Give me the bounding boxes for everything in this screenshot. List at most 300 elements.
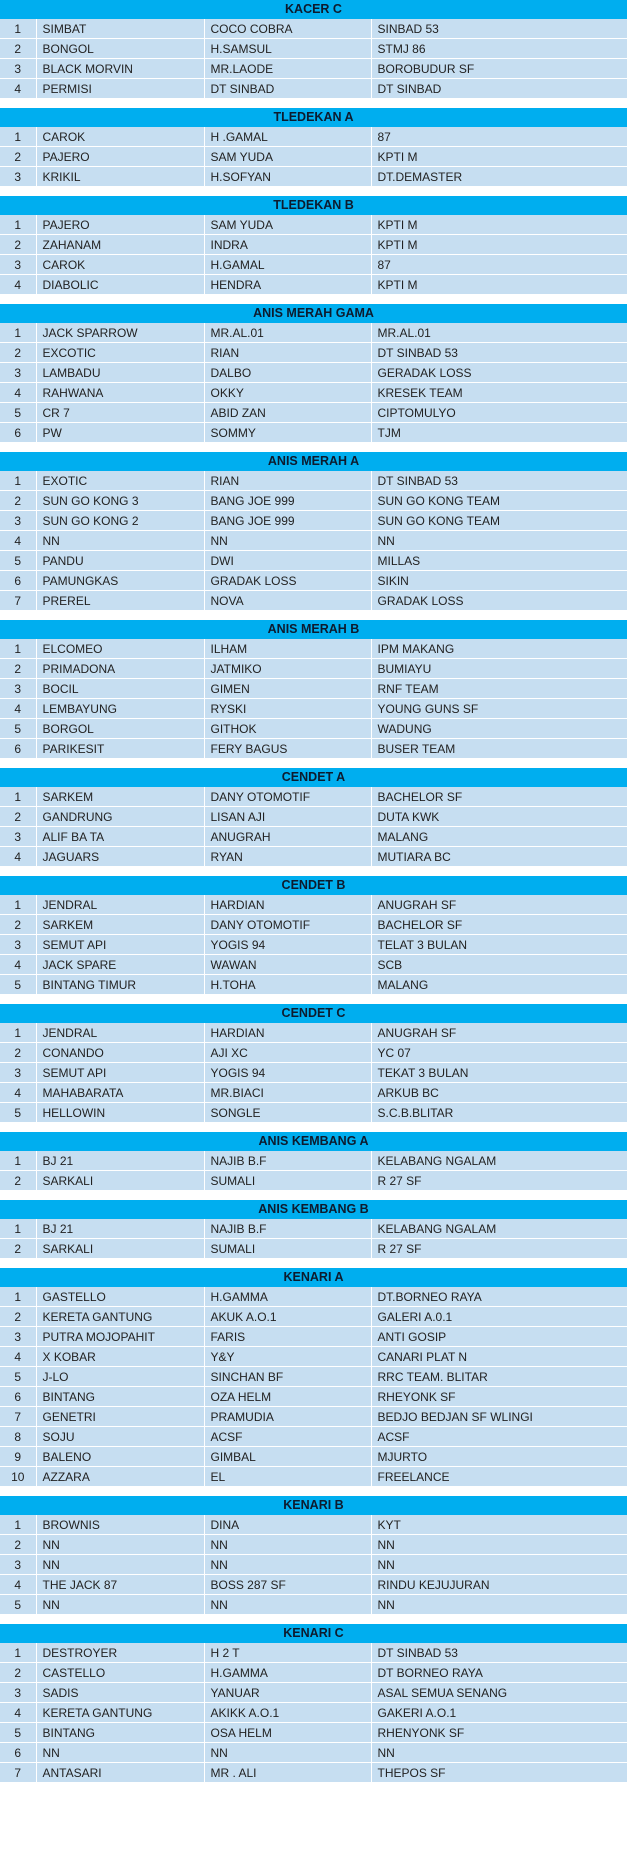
team-cell: BUSER TEAM (371, 739, 627, 759)
owner-cell: H.TOHA (204, 975, 371, 995)
class-title: CENDET B (0, 876, 627, 895)
results-table (0, 1287, 627, 1487)
team-cell: DT BORNEO RAYA (371, 1663, 627, 1683)
rank-cell: 1 (0, 215, 36, 235)
bird-name-cell: CONANDO (36, 1043, 204, 1063)
section-gap (0, 995, 627, 1004)
class-title: KENARI A (0, 1268, 627, 1287)
table-row (0, 719, 627, 739)
bird-name-cell: GANDRUNG (36, 807, 204, 827)
owner-cell: DALBO (204, 363, 371, 383)
bird-name-cell: JENDRAL (36, 895, 204, 915)
table-row (0, 1367, 627, 1387)
rank-cell: 1 (0, 471, 36, 491)
table-row (0, 699, 627, 719)
table-row (0, 639, 627, 659)
owner-cell: DT SINBAD (204, 79, 371, 99)
results-table (0, 1643, 627, 1783)
table-row (0, 571, 627, 591)
team-cell: FREELANCE (371, 1467, 627, 1487)
table-row (0, 1347, 627, 1367)
owner-cell: RYAN (204, 847, 371, 867)
bird-name-cell: BROWNIS (36, 1515, 204, 1535)
rank-cell: 1 (0, 787, 36, 807)
rank-cell: 1 (0, 19, 36, 39)
bird-name-cell: DESTROYER (36, 1643, 204, 1663)
team-cell: GALERI A.0.1 (371, 1307, 627, 1327)
bird-name-cell: SARKALI (36, 1239, 204, 1259)
team-cell: DT SINBAD 53 (371, 343, 627, 363)
bird-name-cell: PW (36, 423, 204, 443)
owner-cell: DANY OTOMOTIF (204, 915, 371, 935)
owner-cell: GITHOK (204, 719, 371, 739)
owner-cell: MR.BIACI (204, 1083, 371, 1103)
rank-cell: 3 (0, 1683, 36, 1703)
team-cell: NN (371, 1595, 627, 1615)
owner-cell: MR.AL.01 (204, 323, 371, 343)
owner-cell: SONGLE (204, 1103, 371, 1123)
results-table (0, 1023, 627, 1123)
class-title: CENDET A (0, 768, 627, 787)
rank-cell: 1 (0, 127, 36, 147)
class-title: KENARI B (0, 1496, 627, 1515)
rank-cell: 2 (0, 1307, 36, 1327)
rank-cell: 3 (0, 827, 36, 847)
class-section (0, 768, 627, 867)
team-cell: TEKAT 3 BULAN (371, 1063, 627, 1083)
owner-cell: RIAN (204, 471, 371, 491)
owner-cell: OSA HELM (204, 1723, 371, 1743)
bird-name-cell: NN (36, 1595, 204, 1615)
owner-cell: WAWAN (204, 955, 371, 975)
bird-name-cell: SARKEM (36, 915, 204, 935)
team-cell: SINBAD 53 (371, 19, 627, 39)
bird-name-cell: BLACK MORVIN (36, 59, 204, 79)
bird-name-cell: BJ 21 (36, 1151, 204, 1171)
owner-cell: GIMEN (204, 679, 371, 699)
results-table (0, 1151, 627, 1191)
owner-cell: Y&Y (204, 1347, 371, 1367)
class-section (0, 196, 627, 295)
table-row (0, 491, 627, 511)
rank-cell: 1 (0, 1643, 36, 1663)
rank-cell: 5 (0, 1595, 36, 1615)
owner-cell: FERY BAGUS (204, 739, 371, 759)
owner-cell: NN (204, 1535, 371, 1555)
rank-cell: 4 (0, 1703, 36, 1723)
bird-name-cell: SARKEM (36, 787, 204, 807)
bird-name-cell: HELLOWIN (36, 1103, 204, 1123)
bird-name-cell: PREREL (36, 591, 204, 611)
team-cell: SCB (371, 955, 627, 975)
rank-cell: 4 (0, 79, 36, 99)
results-table (0, 323, 627, 443)
rank-cell: 2 (0, 659, 36, 679)
owner-cell: GRADAK LOSS (204, 571, 371, 591)
team-cell: STMJ 86 (371, 39, 627, 59)
bird-name-cell: CR 7 (36, 403, 204, 423)
table-row (0, 1239, 627, 1259)
table-row (0, 1063, 627, 1083)
bird-name-cell: SUN GO KONG 2 (36, 511, 204, 531)
bird-name-cell: BINTANG (36, 1723, 204, 1743)
team-cell: SUN GO KONG TEAM (371, 511, 627, 531)
table-row (0, 679, 627, 699)
results-table (0, 1219, 627, 1259)
table-row (0, 59, 627, 79)
owner-cell: AJI XC (204, 1043, 371, 1063)
rank-cell: 2 (0, 39, 36, 59)
table-row (0, 975, 627, 995)
bird-name-cell: CASTELLO (36, 1663, 204, 1683)
rank-cell: 7 (0, 1763, 36, 1783)
team-cell: KPTI M (371, 275, 627, 295)
table-row (0, 1555, 627, 1575)
table-row (0, 1575, 627, 1595)
owner-cell: H.SAMSUL (204, 39, 371, 59)
bird-name-cell: SOJU (36, 1427, 204, 1447)
team-cell: ASAL SEMUA SENANG (371, 1683, 627, 1703)
rank-cell: 5 (0, 551, 36, 571)
rank-cell: 1 (0, 639, 36, 659)
table-row (0, 827, 627, 847)
team-cell: R 27 SF (371, 1171, 627, 1191)
rank-cell: 3 (0, 679, 36, 699)
bird-name-cell: GASTELLO (36, 1287, 204, 1307)
rank-cell: 4 (0, 955, 36, 975)
class-section (0, 108, 627, 187)
rank-cell: 4 (0, 383, 36, 403)
owner-cell: OKKY (204, 383, 371, 403)
bird-name-cell: THE JACK 87 (36, 1575, 204, 1595)
team-cell: NN (371, 1743, 627, 1763)
section-gap (0, 1123, 627, 1132)
table-row (0, 79, 627, 99)
team-cell: KPTI M (371, 235, 627, 255)
team-cell: RHENYONK SF (371, 1723, 627, 1743)
class-section (0, 1268, 627, 1487)
team-cell: NN (371, 1535, 627, 1555)
bird-name-cell: PAJERO (36, 147, 204, 167)
team-cell: KRESEK TEAM (371, 383, 627, 403)
class-section (0, 304, 627, 443)
results-table (0, 1515, 627, 1615)
table-row (0, 19, 627, 39)
owner-cell: H.SOFYAN (204, 167, 371, 187)
table-row (0, 1743, 627, 1763)
rank-cell: 2 (0, 491, 36, 511)
table-row (0, 531, 627, 551)
team-cell: RNF TEAM (371, 679, 627, 699)
bird-name-cell: BONGOL (36, 39, 204, 59)
table-row (0, 1515, 627, 1535)
table-row (0, 235, 627, 255)
rank-cell: 3 (0, 935, 36, 955)
team-cell: MR.AL.01 (371, 323, 627, 343)
results-table (0, 127, 627, 187)
table-row (0, 1387, 627, 1407)
owner-cell: DINA (204, 1515, 371, 1535)
table-row (0, 1023, 627, 1043)
owner-cell: SUMALI (204, 1239, 371, 1259)
section-gap (0, 759, 627, 768)
bird-name-cell: SADIS (36, 1683, 204, 1703)
bird-name-cell: PAMUNGKAS (36, 571, 204, 591)
table-row (0, 955, 627, 975)
owner-cell: COCO COBRA (204, 19, 371, 39)
team-cell: KELABANG NGALAM (371, 1151, 627, 1171)
class-title: ANIS MERAH GAMA (0, 304, 627, 323)
rank-cell: 2 (0, 1043, 36, 1063)
rank-cell: 6 (0, 423, 36, 443)
team-cell: BUMIAYU (371, 659, 627, 679)
team-cell: BOROBUDUR SF (371, 59, 627, 79)
section-gap (0, 1259, 627, 1268)
bird-name-cell: EXCOTIC (36, 343, 204, 363)
owner-cell: DANY OTOMOTIF (204, 787, 371, 807)
class-title: ANIS KEMBANG A (0, 1132, 627, 1151)
owner-cell: RYSKI (204, 699, 371, 719)
class-title: TLEDEKAN A (0, 108, 627, 127)
team-cell: ANUGRAH SF (371, 1023, 627, 1043)
table-row (0, 591, 627, 611)
bird-name-cell: BINTANG (36, 1387, 204, 1407)
bird-name-cell: BJ 21 (36, 1219, 204, 1239)
section-gap (0, 187, 627, 196)
owner-cell: SOMMY (204, 423, 371, 443)
table-row (0, 511, 627, 531)
team-cell: BACHELOR SF (371, 915, 627, 935)
owner-cell: ABID ZAN (204, 403, 371, 423)
rank-cell: 4 (0, 699, 36, 719)
bird-name-cell: BOCIL (36, 679, 204, 699)
bird-name-cell: BORGOL (36, 719, 204, 739)
bird-name-cell: PERMISI (36, 79, 204, 99)
team-cell: 87 (371, 127, 627, 147)
team-cell: DT.DEMASTER (371, 167, 627, 187)
owner-cell: SAM YUDA (204, 147, 371, 167)
owner-cell: ANUGRAH (204, 827, 371, 847)
owner-cell: H.GAMAL (204, 255, 371, 275)
bird-name-cell: SIMBAT (36, 19, 204, 39)
rank-cell: 3 (0, 59, 36, 79)
owner-cell: MR . ALI (204, 1763, 371, 1783)
table-row (0, 1151, 627, 1171)
owner-cell: BOSS 287 SF (204, 1575, 371, 1595)
results-table (0, 639, 627, 759)
team-cell: SUN GO KONG TEAM (371, 491, 627, 511)
table-row (0, 659, 627, 679)
class-section (0, 0, 627, 99)
class-title: ANIS MERAH B (0, 620, 627, 639)
bird-name-cell: ANTASARI (36, 1763, 204, 1783)
team-cell: GAKERI A.O.1 (371, 1703, 627, 1723)
bird-name-cell: SEMUT API (36, 1063, 204, 1083)
owner-cell: YOGIS 94 (204, 1063, 371, 1083)
class-section (0, 1624, 627, 1783)
bird-name-cell: MAHABARATA (36, 1083, 204, 1103)
owner-cell: YOGIS 94 (204, 935, 371, 955)
rank-cell: 3 (0, 255, 36, 275)
owner-cell: FARIS (204, 1327, 371, 1347)
table-row (0, 1083, 627, 1103)
bird-name-cell: DIABOLIC (36, 275, 204, 295)
bird-name-cell: JENDRAL (36, 1023, 204, 1043)
table-row (0, 1103, 627, 1123)
team-cell: MUTIARA BC (371, 847, 627, 867)
owner-cell: SINCHAN BF (204, 1367, 371, 1387)
class-section (0, 1200, 627, 1259)
owner-cell: H .GAMAL (204, 127, 371, 147)
team-cell: BACHELOR SF (371, 787, 627, 807)
table-row (0, 1535, 627, 1555)
results-table (0, 895, 627, 995)
rank-cell: 5 (0, 1367, 36, 1387)
team-cell: NN (371, 1555, 627, 1575)
team-cell: MALANG (371, 975, 627, 995)
table-row (0, 423, 627, 443)
bird-name-cell: SUN GO KONG 3 (36, 491, 204, 511)
bird-name-cell: NN (36, 531, 204, 551)
section-gap (0, 295, 627, 304)
rank-cell: 6 (0, 571, 36, 591)
rank-cell: 1 (0, 1023, 36, 1043)
owner-cell: ILHAM (204, 639, 371, 659)
table-row (0, 147, 627, 167)
table-row (0, 1763, 627, 1783)
owner-cell: OZA HELM (204, 1387, 371, 1407)
section-gap (0, 611, 627, 620)
team-cell: ARKUB BC (371, 1083, 627, 1103)
table-row (0, 167, 627, 187)
table-row (0, 1171, 627, 1191)
rank-cell: 6 (0, 1743, 36, 1763)
class-title: ANIS MERAH A (0, 452, 627, 471)
bird-name-cell: PUTRA MOJOPAHIT (36, 1327, 204, 1347)
bird-name-cell: LAMBADU (36, 363, 204, 383)
owner-cell: PRAMUDIA (204, 1407, 371, 1427)
bird-name-cell: CAROK (36, 127, 204, 147)
class-section (0, 876, 627, 995)
rank-cell: 4 (0, 1347, 36, 1367)
team-cell: MILLAS (371, 551, 627, 571)
bird-name-cell: CAROK (36, 255, 204, 275)
rank-cell: 2 (0, 1535, 36, 1555)
bird-name-cell: NN (36, 1555, 204, 1575)
table-row (0, 1287, 627, 1307)
owner-cell: AKIKK A.O.1 (204, 1703, 371, 1723)
table-row (0, 1467, 627, 1487)
owner-cell: BANG JOE 999 (204, 511, 371, 531)
results-table (0, 471, 627, 611)
owner-cell: AKUK A.O.1 (204, 1307, 371, 1327)
table-row (0, 215, 627, 235)
bird-name-cell: J-LO (36, 1367, 204, 1387)
table-row (0, 1683, 627, 1703)
rank-cell: 1 (0, 1151, 36, 1171)
rank-cell: 5 (0, 719, 36, 739)
table-row (0, 1447, 627, 1467)
team-cell: TJM (371, 423, 627, 443)
team-cell: NN (371, 531, 627, 551)
owner-cell: NAJIB B.F (204, 1151, 371, 1171)
table-row (0, 1427, 627, 1447)
rank-cell: 7 (0, 591, 36, 611)
bird-name-cell: NN (36, 1535, 204, 1555)
rank-cell: 4 (0, 1083, 36, 1103)
team-cell: KPTI M (371, 147, 627, 167)
section-gap (0, 443, 627, 452)
bird-name-cell: GENETRI (36, 1407, 204, 1427)
class-section (0, 620, 627, 759)
team-cell: DT SINBAD 53 (371, 1643, 627, 1663)
rank-cell: 10 (0, 1467, 36, 1487)
bird-name-cell: SARKALI (36, 1171, 204, 1191)
table-row (0, 343, 627, 363)
table-row (0, 847, 627, 867)
team-cell: ANTI GOSIP (371, 1327, 627, 1347)
table-row (0, 1703, 627, 1723)
team-cell: THEPOS SF (371, 1763, 627, 1783)
class-section (0, 1132, 627, 1191)
team-cell: IPM MAKANG (371, 639, 627, 659)
team-cell: SIKIN (371, 571, 627, 591)
rank-cell: 2 (0, 1663, 36, 1683)
team-cell: RINDU KEJUJURAN (371, 1575, 627, 1595)
rank-cell: 2 (0, 915, 36, 935)
table-row (0, 1407, 627, 1427)
table-row (0, 895, 627, 915)
team-cell: YC 07 (371, 1043, 627, 1063)
table-row (0, 403, 627, 423)
owner-cell: RIAN (204, 343, 371, 363)
bird-name-cell: JACK SPARE (36, 955, 204, 975)
team-cell: ANUGRAH SF (371, 895, 627, 915)
owner-cell: H.GAMMA (204, 1287, 371, 1307)
table-row (0, 275, 627, 295)
bird-name-cell: KERETA GANTUNG (36, 1703, 204, 1723)
table-row (0, 787, 627, 807)
owner-cell: NAJIB B.F (204, 1219, 371, 1239)
bird-name-cell: PARIKESIT (36, 739, 204, 759)
team-cell: RHEYONK SF (371, 1387, 627, 1407)
rank-cell: 5 (0, 1723, 36, 1743)
rank-cell: 2 (0, 235, 36, 255)
table-row (0, 1595, 627, 1615)
bird-name-cell: RAHWANA (36, 383, 204, 403)
team-cell: GRADAK LOSS (371, 591, 627, 611)
team-cell: S.C.B.BLITAR (371, 1103, 627, 1123)
owner-cell: SAM YUDA (204, 215, 371, 235)
rank-cell: 7 (0, 1407, 36, 1427)
team-cell: YOUNG GUNS SF (371, 699, 627, 719)
owner-cell: NOVA (204, 591, 371, 611)
team-cell: RRC TEAM. BLITAR (371, 1367, 627, 1387)
bird-name-cell: LEMBAYUNG (36, 699, 204, 719)
owner-cell: NN (204, 531, 371, 551)
owner-cell: JATMIKO (204, 659, 371, 679)
owner-cell: LISAN AJI (204, 807, 371, 827)
team-cell: WADUNG (371, 719, 627, 739)
owner-cell: MR.LAODE (204, 59, 371, 79)
rank-cell: 1 (0, 323, 36, 343)
owner-cell: HARDIAN (204, 1023, 371, 1043)
team-cell: DUTA KWK (371, 807, 627, 827)
table-row (0, 807, 627, 827)
rank-cell: 6 (0, 739, 36, 759)
team-cell: CIPTOMULYO (371, 403, 627, 423)
class-title: KACER C (0, 0, 627, 19)
